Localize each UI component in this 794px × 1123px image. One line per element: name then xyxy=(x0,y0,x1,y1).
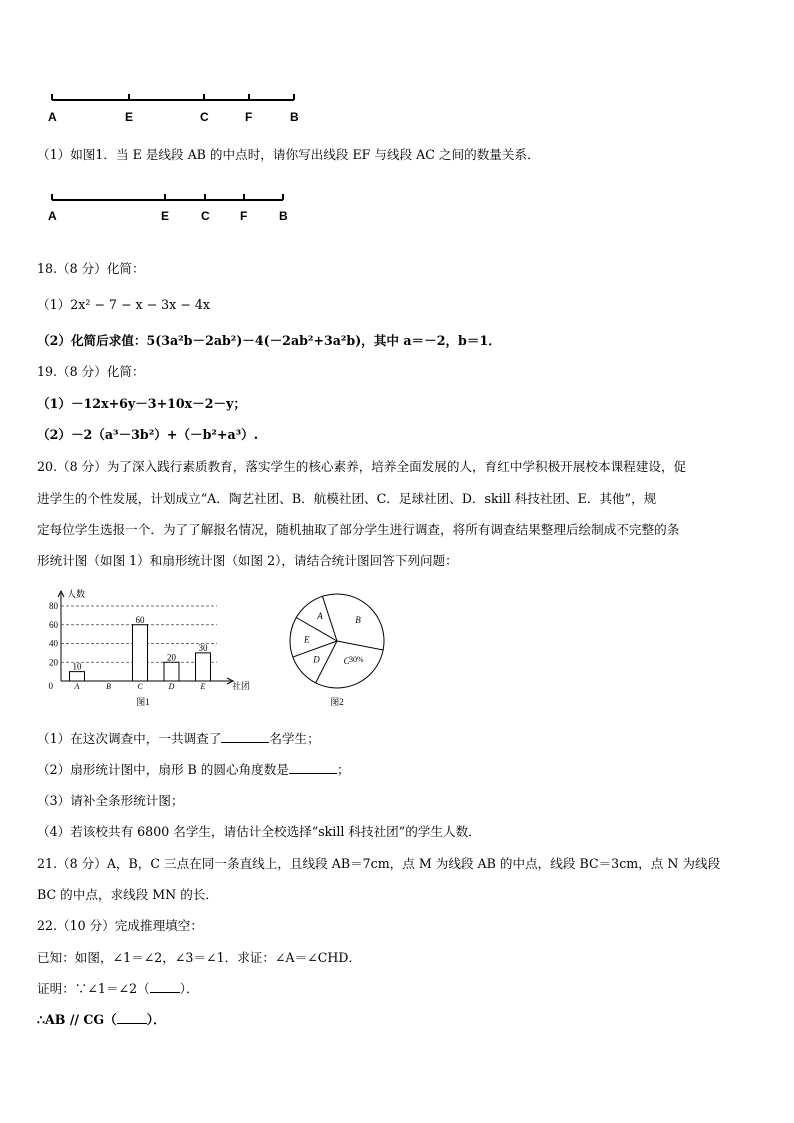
y-axis-label: 人数 xyxy=(67,589,86,599)
q20-line3: 定每位学生选报一个．为了了解报名情况，随机抽取了部分学生进行调查，将所有调查结果整理后绘制成不完整的条 xyxy=(37,522,680,537)
q18-part1: （1）2x² − 7 − x − 3x − 4x xyxy=(37,297,210,312)
bar-value-label: 60 xyxy=(135,614,145,625)
q21-line2: BC 的中点，求线段 MN 的长． xyxy=(37,887,218,902)
q19-part2: （2）－2（a³－3b²）+（－b²+a³）. xyxy=(37,427,259,442)
q20-line4: 形统计图（如图 1）和扇形统计图（如图 2），请结合统计图回答下列问题： xyxy=(37,553,458,568)
point-label-c-2: C xyxy=(201,209,210,223)
q20-question1-text: （1）在这次调查中，一共调查了 xyxy=(37,731,222,746)
answer-blank-4[interactable] xyxy=(117,1011,147,1024)
q20-question2-text: （2）扇形统计图中，扇形 B 的圆心角度数是 xyxy=(37,762,289,777)
q20-question2 xyxy=(37,761,350,779)
x-axis-label: 社团 xyxy=(232,681,251,691)
q20-question1-tail: 名学生； xyxy=(269,731,320,746)
x-tick-label: B xyxy=(106,682,111,691)
q22-proof1-tail: ）． xyxy=(179,981,199,996)
q22-given: 已知：如图，∠1＝∠2，∠3＝∠1．求证：∠A＝∠CHD． xyxy=(37,950,362,965)
point-label-e: E xyxy=(125,110,134,124)
q22-proof-line2 xyxy=(37,1011,166,1029)
bar-d xyxy=(164,662,179,681)
q22-proof2-text: ∴AB // CG（ xyxy=(37,1012,117,1027)
q20-question1 xyxy=(37,730,320,748)
segment-figure-1 xyxy=(40,88,310,108)
bar-a xyxy=(70,672,85,681)
pie-label-e: E xyxy=(304,634,310,645)
point-label-a: A xyxy=(48,110,57,124)
y-tick-label: 0 xyxy=(48,681,53,691)
q22-proof-line1 xyxy=(37,980,199,998)
point-label-b: B xyxy=(290,110,299,124)
point-label-b-2: B xyxy=(279,209,288,223)
bar-e xyxy=(196,653,211,681)
bar-value-label: 20 xyxy=(167,652,176,663)
q18-part2: （2）化简后求值：5(3a²b－2ab²)－4(－2ab²+3a²b)，其中 a＝－2，b＝1． xyxy=(37,333,501,348)
bar-value-label: 10 xyxy=(72,661,82,672)
q20-question3: （3）请补全条形统计图； xyxy=(37,793,184,808)
bar-value-label: 30 xyxy=(198,642,208,653)
q18-title: 18.（8 分）化简： xyxy=(37,261,145,276)
pie-caption: 图2 xyxy=(330,697,344,707)
bar-c xyxy=(133,625,148,681)
pie-label-d: D xyxy=(313,654,320,665)
y-tick-label: 60 xyxy=(49,619,58,630)
point-label-a-2: A xyxy=(48,209,57,223)
answer-blank-1[interactable] xyxy=(221,730,269,743)
pie-label-b: B xyxy=(355,614,361,625)
pie-percent-c: 30% xyxy=(349,655,364,664)
y-tick-label: 20 xyxy=(49,657,58,668)
q19-part1: （1）－12x+6y－3+10x－2－y； xyxy=(37,396,247,411)
point-label-e-2: E xyxy=(161,209,170,223)
q19-title: 19.（8 分）化简： xyxy=(37,364,145,379)
q20-line1: 20.（8 分）为了深入践行素质教育，落实学生的核心素养，培养全面发展的人，育红中学积极开展校本课程建设，促 xyxy=(37,459,687,474)
point-label-c: C xyxy=(200,110,209,124)
q22-proof2-tail: ）． xyxy=(146,1012,166,1027)
chart-caption: 图1 xyxy=(136,697,150,707)
q20-line2: 进学生的个性发展，计划成立“A．陶艺社团、B．航模社团、C．足球社团、D．skill 科技社团、E．其他”，规 xyxy=(37,491,657,506)
pie-label-c: C xyxy=(343,655,350,666)
point-label-f: F xyxy=(245,110,253,124)
q20-question4: （4）若该校共有 6800 名学生，请估计全校选择“skill 科技社团”的学生人数． xyxy=(37,824,481,839)
x-tick-label: D xyxy=(168,682,175,691)
answer-blank-2[interactable] xyxy=(289,761,337,774)
q22-proof1-text: 证明：∵∠1＝∠2（ xyxy=(37,981,150,996)
q22-title: 22.（10 分）完成推理填空： xyxy=(37,918,203,933)
pie-chart xyxy=(280,585,395,710)
segment-figure-2 xyxy=(40,188,300,208)
pie-label-a: A xyxy=(317,611,323,622)
answer-blank-3[interactable] xyxy=(150,980,180,993)
y-tick-label: 80 xyxy=(49,601,58,611)
point-label-f-2: F xyxy=(240,209,248,223)
bar-chart xyxy=(37,585,262,710)
q21-line1: 21.（8 分）A，B，C 三点在同一条直线上，且线段 AB＝7cm，点 M 为线段 AB 的中点，线段 BC＝3cm，点 N 为线段 xyxy=(37,856,721,871)
x-tick-label: E xyxy=(200,682,206,691)
q17-part1: （1）如图1．当 E 是线段 AB 的中点时，请你写出线段 EF 与线段 AC 之间的数量关系． xyxy=(37,147,540,162)
q20-question2-tail: ； xyxy=(336,762,350,777)
x-tick-label: A xyxy=(74,682,80,691)
x-tick-label: C xyxy=(137,682,143,691)
y-tick-label: 40 xyxy=(49,638,58,649)
